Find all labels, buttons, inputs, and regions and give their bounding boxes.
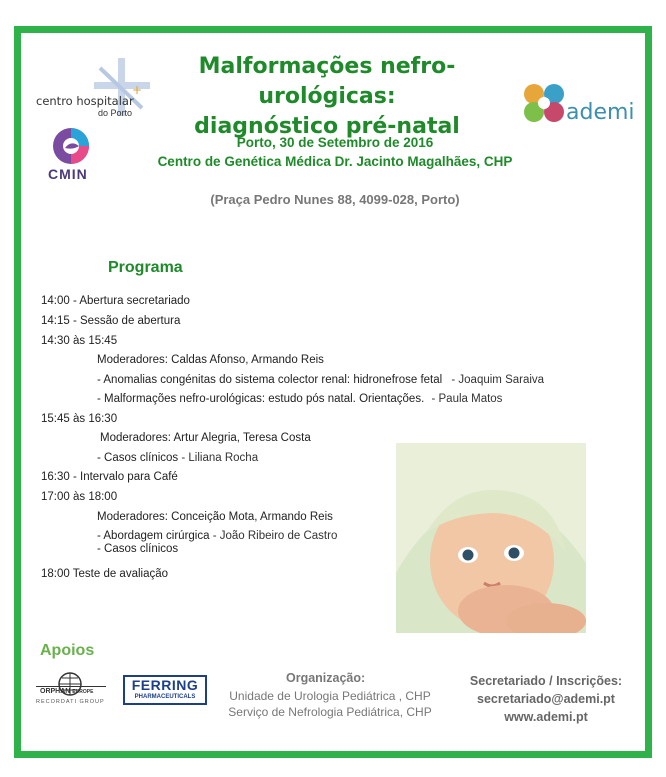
event-date: Porto, 30 de Setembro de 2016 (236, 135, 434, 150)
program-talk (97, 374, 544, 386)
talk-speaker: - Liliana Rocha (181, 452, 259, 464)
program-moderators: Moderadores: Artur Alegria, Teresa Costa (100, 432, 311, 444)
program-talk (97, 452, 258, 464)
program-time: 14:30 às 15:45 (41, 335, 118, 347)
event-title-line1: Malformações nefro-urológicas: (198, 54, 456, 109)
event-title (132, 52, 522, 142)
secretariat-email[interactable]: secretariado@ademi.pt (477, 692, 615, 706)
talk-title: - Anomalias congénitas do sistema colector renal: hidronefrose fetal (97, 374, 443, 386)
orphan-text: ORPHAN EUROPE (40, 688, 94, 695)
ademi-logo-text: ademi (566, 100, 635, 125)
program-talk (97, 393, 502, 405)
ferring-sub: PHARMACEUTICALS (134, 694, 196, 700)
apoios-title: Apoios (40, 642, 95, 659)
secretariat-website[interactable]: www.ademi.pt (504, 710, 588, 724)
event-title-line2: diagnóstico pré-natal (194, 114, 460, 139)
talk-speaker: - Paula Matos (431, 393, 503, 405)
event-address: (Praça Pedro Nunes 88, 4099-028, Porto) (210, 192, 460, 207)
org-line: Unidade de Urologia Pediátrica , CHP (229, 689, 431, 703)
talk-speaker: - João Ribeiro de Castro (212, 530, 338, 542)
cmin-logo (44, 126, 104, 192)
svg-text:+: + (132, 83, 143, 97)
cmin-logo-text: CMIN (48, 166, 88, 182)
program-time: 15:45 às 16:30 (41, 413, 118, 425)
orphan-logo (36, 672, 106, 708)
chp-logo-line2: do Porto (98, 108, 133, 118)
cmin-emblem-icon (49, 126, 99, 166)
talk-speaker: - Joaquim Saraiva (451, 374, 545, 386)
program-line: 18:00 Teste de avaliação (41, 568, 169, 580)
ferring-name: FERRING (131, 677, 199, 693)
ferring-logo (123, 675, 207, 705)
org-line: Serviço de Nefrologia Pediátrica, CHP (228, 705, 432, 719)
programa-title: Programa (108, 259, 183, 276)
baby-illustration (396, 443, 586, 633)
program-moderators: Moderadores: Conceição Mota, Armando Reis (97, 511, 333, 523)
ademi-logo (520, 80, 635, 130)
program-line: 14:00 - Abertura secretariado (41, 295, 190, 307)
secretariat-title: Secretariado / Inscrições: (469, 674, 623, 688)
baby-photo (396, 443, 586, 633)
chp-logo-line1: centro hospitalar (36, 94, 134, 108)
program-line: 14:15 - Sessão de abertura (41, 315, 181, 327)
org-title: Organização: (286, 671, 366, 685)
program-line: 16:30 - Intervalo para Café (41, 471, 178, 483)
program-moderators: Moderadores: Caldas Afonso, Armando Reis (97, 354, 324, 366)
talk-title: - Malformações nefro-urológicas: estudo pós natal. Orientações. (97, 393, 425, 405)
program-talk: - Casos clínicos (97, 543, 179, 555)
program-talk (97, 530, 337, 542)
talk-title: - Abordagem cirúrgica (97, 530, 210, 542)
ademi-emblem-icon (520, 80, 568, 126)
recordati-text: RECORDATI GROUP (36, 699, 105, 705)
event-venue: Centro de Genética Médica Dr. Jacinto Magalhães, CHP (157, 154, 513, 169)
program-time: 17:00 às 18:00 (41, 491, 118, 503)
talk-title: - Casos clínicos (97, 452, 179, 464)
